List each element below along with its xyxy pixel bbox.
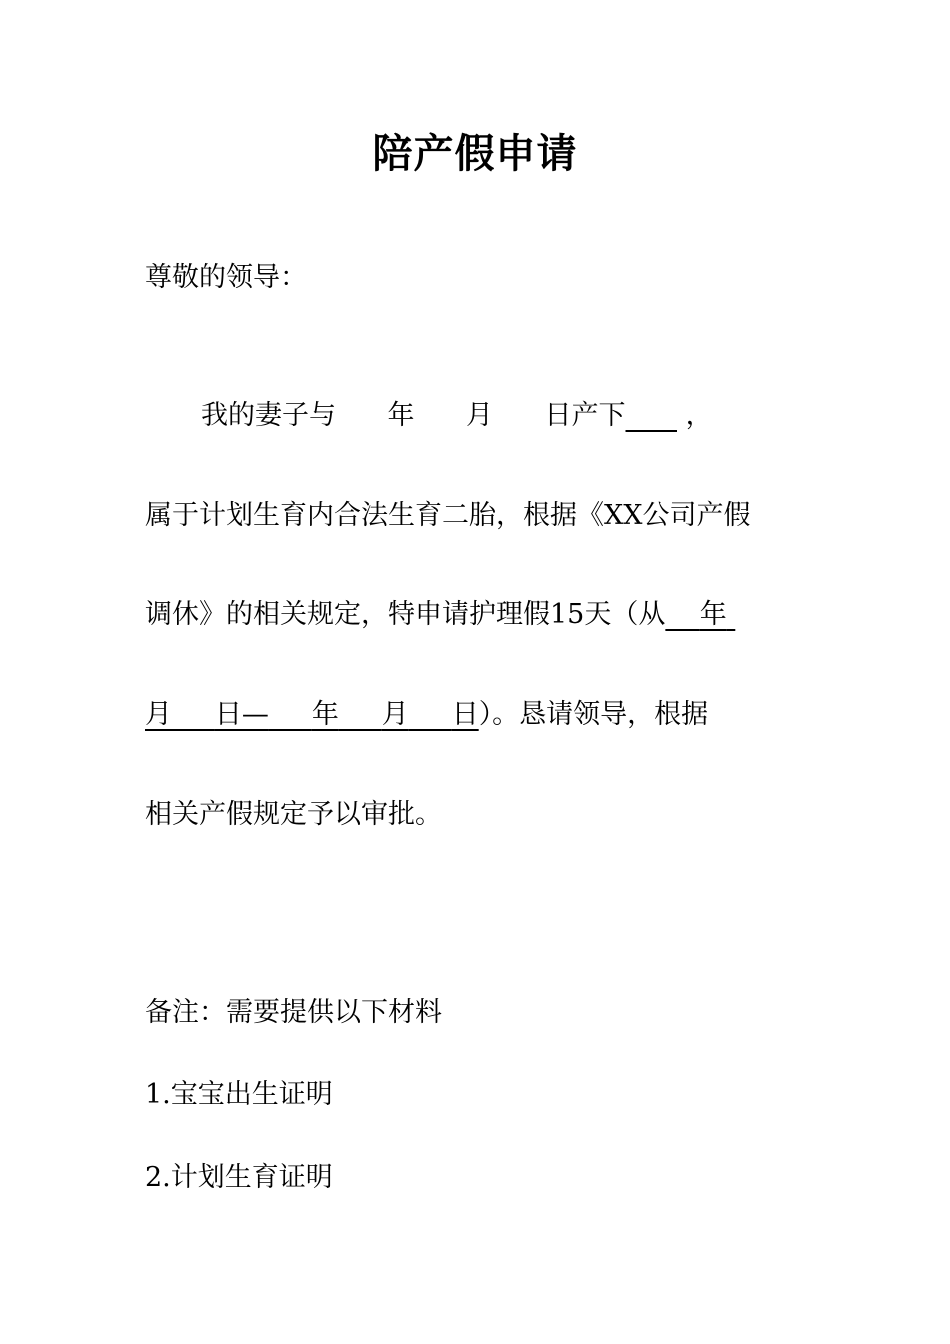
comma: ，: [685, 400, 713, 431]
body-text: 我的妻子与: [201, 400, 336, 431]
body-line-4: [145, 697, 708, 733]
body-text: ）。恳请领导，根据: [478, 699, 709, 730]
date-day-label: 日产下: [544, 400, 626, 431]
document-title: 陪产假申请: [372, 130, 578, 177]
body-line-1: [201, 398, 713, 434]
notes-item: 1.宝宝出生证明: [145, 1079, 333, 1110]
body-line-2: 属于计划生育内合法生育二胎，根据《XX公司产假: [145, 500, 751, 531]
notes-item: 2.计划生育证明: [145, 1162, 333, 1193]
body-text: 调休》的相关规定，特申请护理假15天（从: [145, 599, 666, 630]
date-month-label: 月: [466, 400, 493, 431]
body-line-5: 相关产假规定予以审批。: [145, 799, 442, 830]
salutation: 尊敬的领导：: [145, 262, 307, 293]
body-line-3: [145, 597, 735, 633]
blank-field-start-year: 年: [699, 599, 727, 630]
blank-field-date-range: 月 日— 年 月 日: [145, 699, 479, 730]
blank-field: [626, 400, 678, 431]
notes-heading: 备注：需要提供以下材料: [145, 997, 442, 1028]
date-year-label: 年: [387, 400, 415, 431]
